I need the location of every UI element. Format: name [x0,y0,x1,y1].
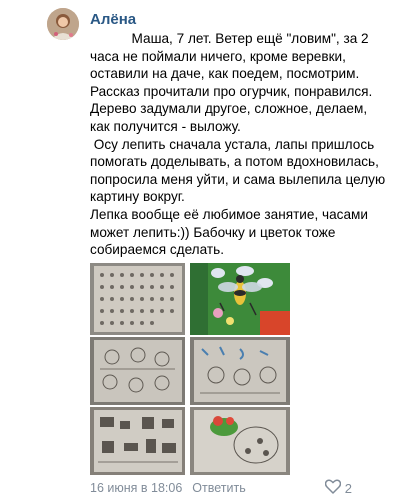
author-name[interactable]: Алёна [90,11,137,28]
photo-worksheet-2[interactable] [90,337,185,405]
post-text: Маша, 7 лет. Ветер ещё "ловим", за 2 часа не поймали ничего, кроме веревки, оставили на даче, как поедем, посмотрим. Рассказ прочитали про огурчик, понравился. Дерево задумали другое, сложное, делаем, как получится - выложу. Осу лепить сначала устала, лапы пришлось помогать доделывать, а потом вдохновилась, попросила меня уйти, и сама вылепила целую картину вокруг. Лепка вообще её любимое занятие, часами может лепить:)) Бабочку и цветок тоже собираемся сделать. [90,31,386,258]
photo-wasp-sculpture[interactable] [190,263,290,335]
avatar[interactable] [47,8,79,40]
reply-button[interactable]: Ответить [192,481,246,495]
photo-worksheet-4[interactable] [90,407,185,475]
photo-cucumber-drawing[interactable] [190,407,290,475]
photo-worksheet-1[interactable] [90,263,185,335]
photo-worksheet-3[interactable] [190,337,290,405]
like-button[interactable] [325,479,352,497]
like-count: 2 [344,480,352,496]
heart-icon [325,479,341,497]
post-footer [90,481,246,495]
post-date[interactable]: 16 июня в 18:06 [90,481,183,495]
